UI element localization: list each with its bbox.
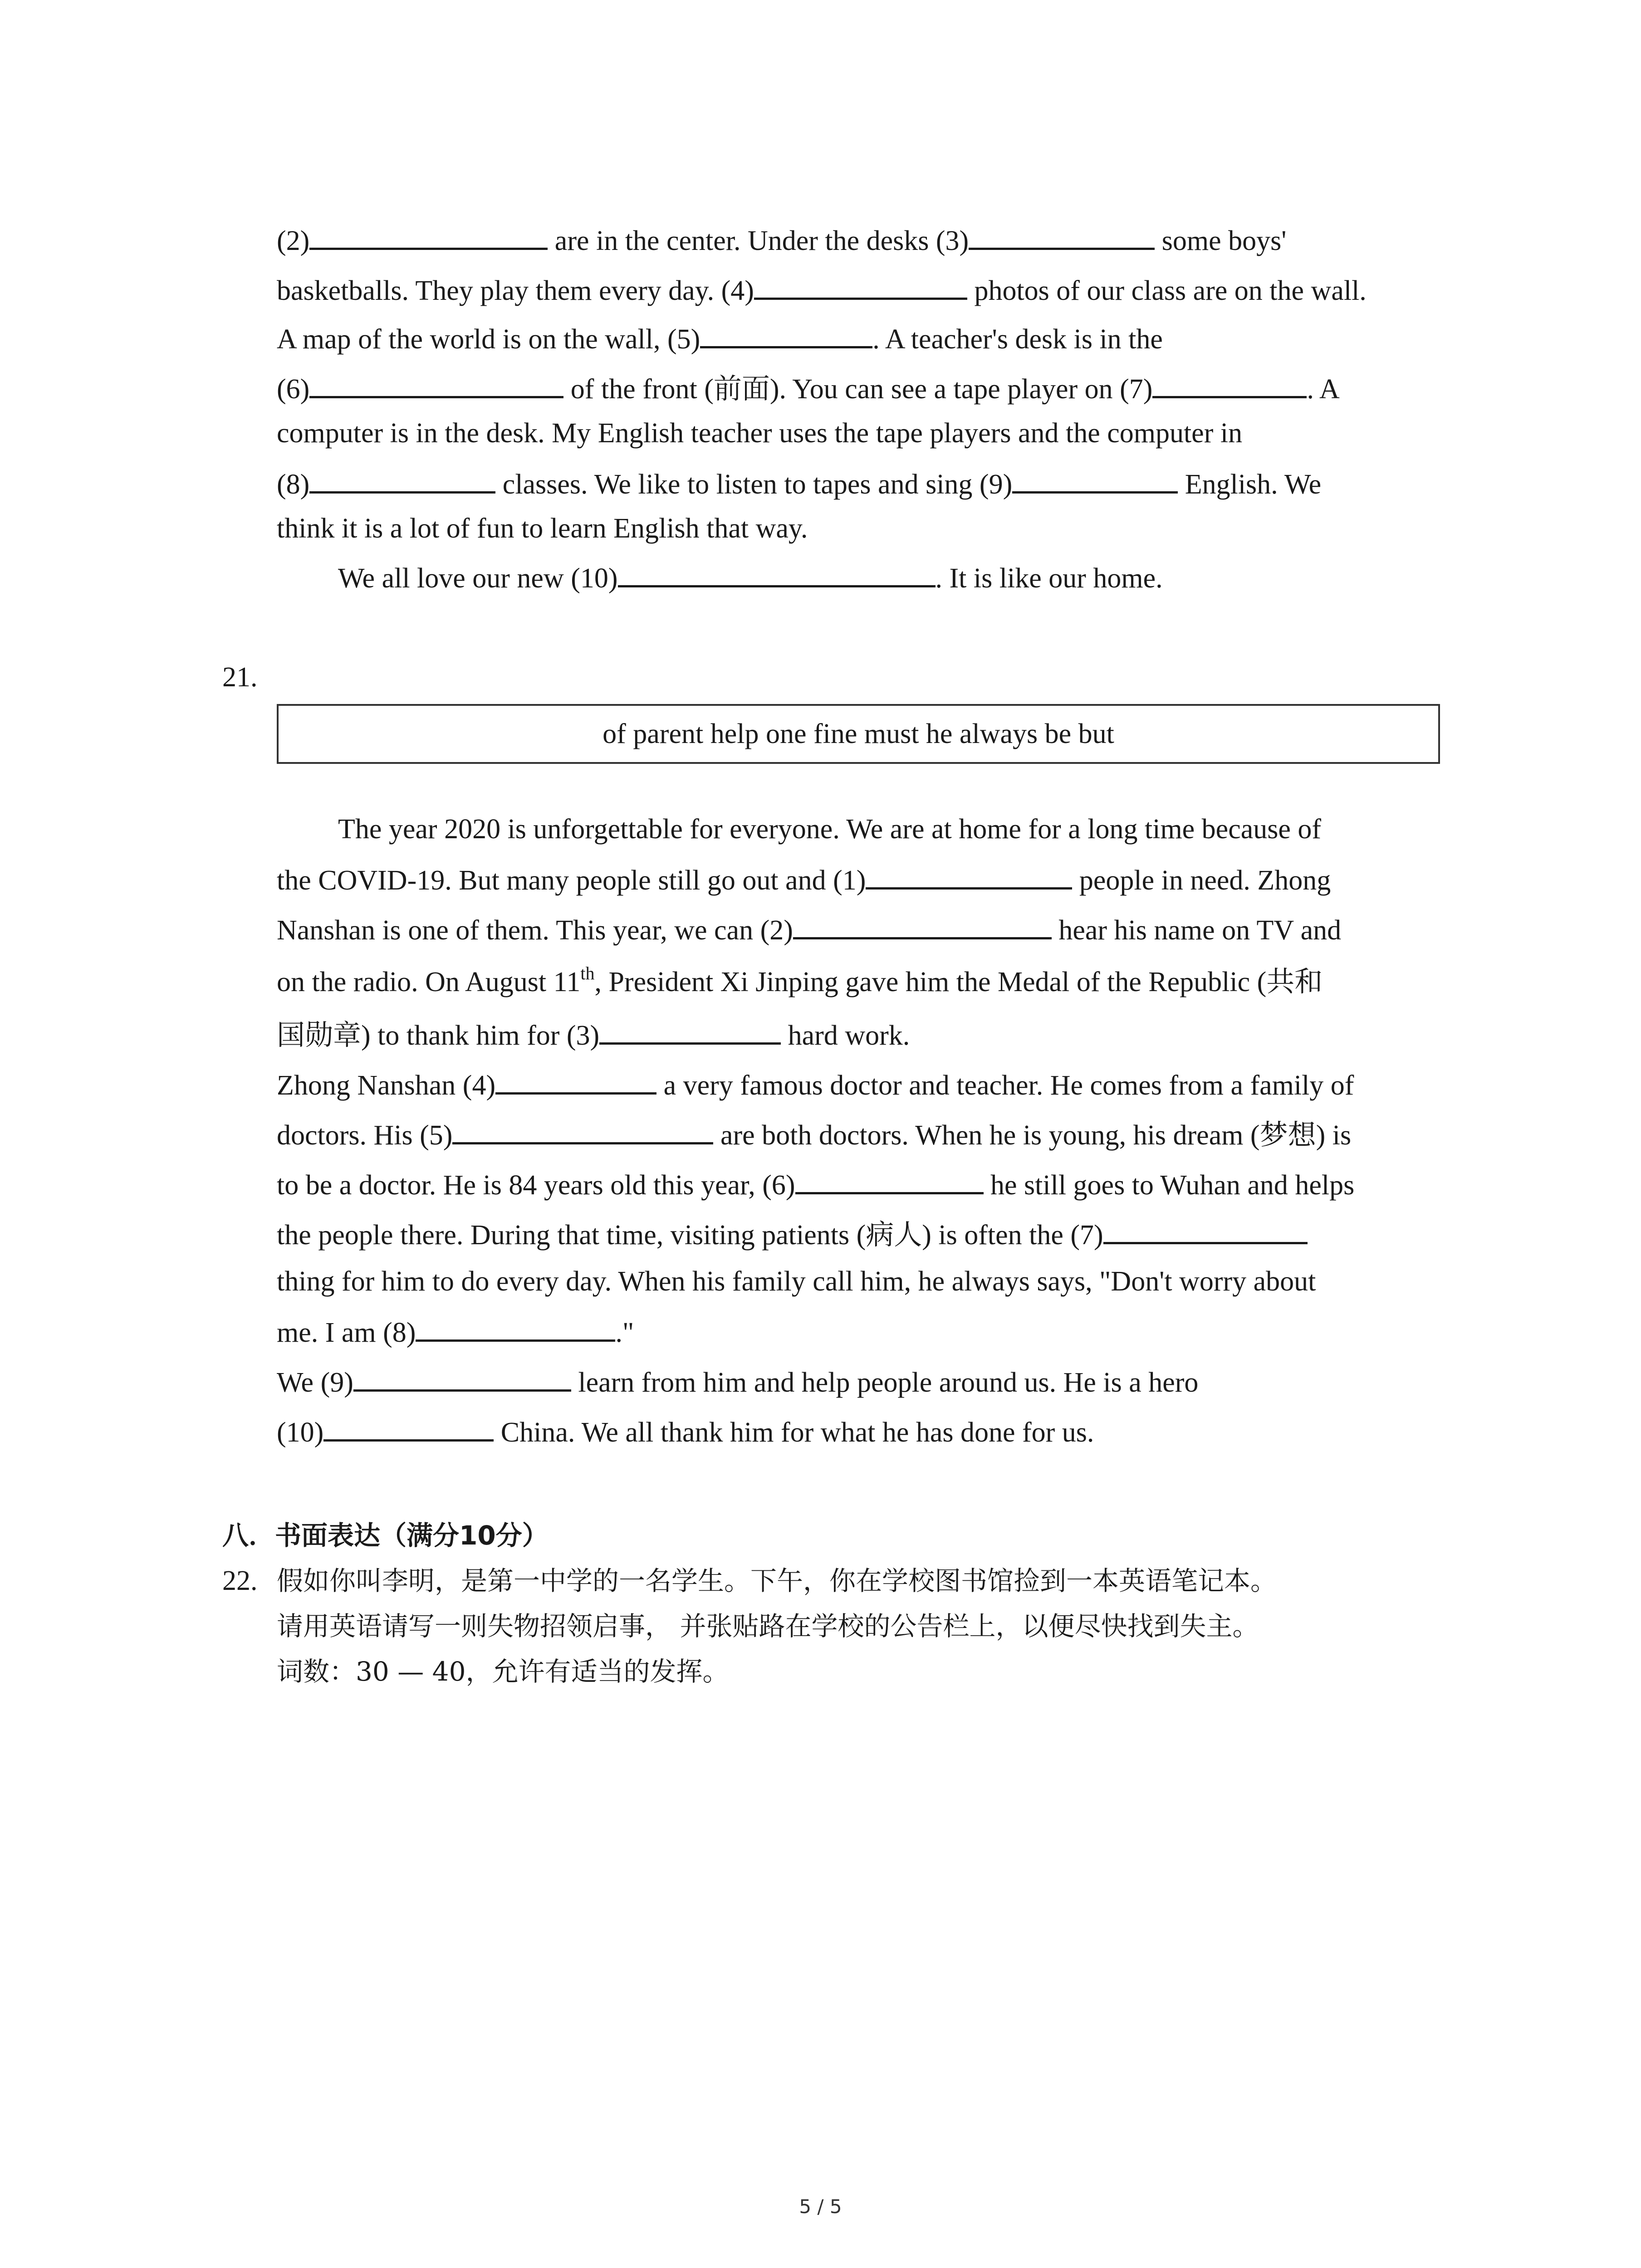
- answer-blank-4[interactable]: [754, 271, 967, 300]
- q21-line-7: doctors. His (5) are both doctors. When he is young, his dream (梦想) is: [277, 1116, 1351, 1154]
- answer-blank-7[interactable]: [1152, 370, 1307, 398]
- question-22-line-1: 假如你叫李明，是第一中学的一名学生。下午，你在学校图书馆捡到一本英语笔记本。: [277, 1565, 1277, 1596]
- answer-blank-9[interactable]: [1012, 465, 1178, 494]
- q21-line-11: me. I am (8) .": [277, 1313, 634, 1351]
- passage20-line-6: (8) classes. We like to listen to tapes and sing (9) English. We: [277, 465, 1321, 503]
- q21-answer-blank-10[interactable]: [323, 1413, 494, 1442]
- answer-blank-6[interactable]: [309, 370, 563, 398]
- passage20-line-1: (2) are in the center. Under the desks (3) some boys': [277, 221, 1286, 259]
- q21-answer-blank-9[interactable]: [353, 1363, 571, 1392]
- q21-answer-blank-8[interactable]: [416, 1313, 615, 1342]
- answer-blank-10[interactable]: [618, 559, 936, 587]
- word-bank-box: [277, 704, 1440, 764]
- q21-line-5: 国勋章) to thank him for (3) hard work.: [277, 1016, 910, 1054]
- passage20-line-5: computer is in the desk. My English teacher uses the tape players and the computer in: [277, 418, 1243, 449]
- q21-line-1: The year 2020 is unforgettable for everyone. We are at home for a long time because of: [338, 814, 1322, 845]
- answer-blank-5[interactable]: [700, 320, 872, 348]
- q21-line-6: Zhong Nanshan (4) a very famous doctor and teacher. He comes from a family of: [277, 1066, 1354, 1104]
- question-22-number: 22.: [222, 1565, 258, 1596]
- q21-answer-blank-1[interactable]: [866, 861, 1072, 890]
- page-number: 5 / 5: [799, 2195, 842, 2218]
- blank-label-2: (2): [277, 225, 310, 256]
- q21-answer-blank-6[interactable]: [795, 1166, 984, 1194]
- q21-line-2: the COVID-19. But many people still go out and (1) people in need. Zhong: [277, 861, 1331, 899]
- question-22-line-2: 请用英语请写一则失物招领启事， 并张贴路在学校的公告栏上，以便尽快找到失主。: [277, 1611, 1259, 1642]
- q21-answer-blank-7[interactable]: [1103, 1216, 1308, 1244]
- passage20-line-7: think it is a lot of fun to learn English that way.: [277, 513, 808, 544]
- q21-line-4: on the radio. On August 11th, President Xi Jinping gave him the Medal of the Republic (共和: [277, 963, 1323, 997]
- word-bank-text: of parent help one fine must he always be but: [603, 718, 1114, 749]
- passage20-line-4: (6) of the front (前面). You can see a tape player on (7) . A: [277, 370, 1340, 407]
- section-8-title: 八．书面表达（满分10分）: [222, 1520, 549, 1551]
- q21-answer-blank-2[interactable]: [793, 911, 1052, 939]
- passage20-line-3: A map of the world is on the wall, (5) . A teacher's desk is in the: [277, 320, 1163, 357]
- q21-line-10: thing for him to do every day. When his family call him, he always says, "Don't worry about: [277, 1266, 1316, 1297]
- passage20-line-2: basketballs. They play them every day. (4) photos of our class are on the wall.: [277, 271, 1367, 309]
- q21-answer-blank-3[interactable]: [599, 1016, 781, 1045]
- q21-line-8: to be a doctor. He is 84 years old this year, (6) he still goes to Wuhan and helps: [277, 1166, 1354, 1203]
- answer-blank-8[interactable]: [309, 465, 495, 494]
- passage20-line-8: We all love our new (10) . It is like our home.: [338, 559, 1163, 596]
- q21-line-13: (10) China. We all thank him for what he has done for us.: [277, 1413, 1094, 1451]
- q21-line-12: We (9) learn from him and help people around us. He is a hero: [277, 1363, 1198, 1401]
- question-22-line-3: 词数：30 — 40，允许有适当的发挥。: [277, 1656, 729, 1687]
- q21-answer-blank-4[interactable]: [495, 1066, 656, 1095]
- q21-answer-blank-5[interactable]: [452, 1116, 713, 1144]
- q21-line-3: Nanshan is one of them. This year, we can (2) hear his name on TV and: [277, 911, 1341, 948]
- q21-line-9: the people there. During that time, visiting patients (病人) is often the (7): [277, 1216, 1308, 1253]
- answer-blank-2[interactable]: [309, 221, 548, 250]
- answer-blank-3[interactable]: [969, 221, 1155, 250]
- question-21-number: 21.: [222, 662, 258, 693]
